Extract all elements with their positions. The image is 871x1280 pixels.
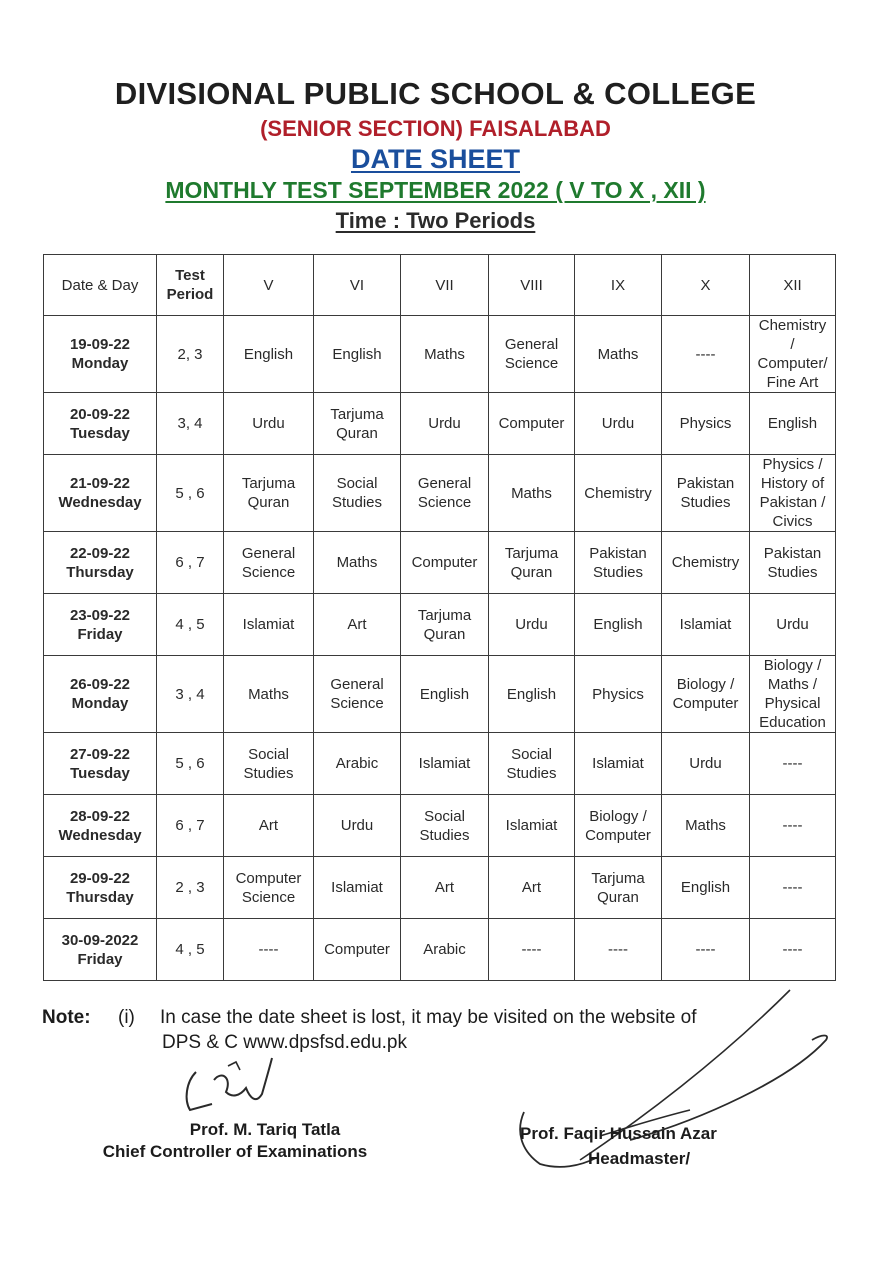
subject-cell (401, 594, 489, 656)
subject-cell (575, 656, 662, 733)
date-day-cell (44, 857, 157, 919)
subject-text: ---- (258, 941, 279, 958)
date-text: 29-09-22 (69, 869, 131, 887)
subject-text: Urdu (689, 755, 722, 772)
date-day-cell (44, 795, 157, 857)
column-header: V (224, 255, 314, 316)
subject-cell (662, 733, 750, 795)
test-period-cell: 3 , 4 (157, 656, 224, 733)
date-day-cell (44, 733, 157, 795)
day-text: Friday (77, 950, 123, 968)
column-header: IX (575, 255, 662, 316)
subject-cell (575, 919, 662, 981)
date-text: 20-09-22 (69, 405, 131, 423)
subject-cell (750, 393, 836, 455)
subject-text: Physics / History of Pakistan / Civics (759, 456, 826, 530)
subject-cell (750, 594, 836, 656)
subject-text: General Science (504, 336, 559, 372)
day-text: Monday (71, 695, 129, 712)
subject-cell (662, 316, 750, 393)
subject-text: Physics (679, 415, 732, 432)
subject-text: Chemistry / Computer/ Fine Art (757, 317, 828, 391)
subject-text: Tarjuma Quran (330, 405, 384, 442)
subject-cell (314, 656, 401, 733)
subject-text: Islamiat (242, 616, 295, 633)
subject-text: Islamiat (505, 817, 558, 834)
subject-text: Computer (411, 554, 478, 571)
date-day-cell (44, 919, 157, 981)
subject-text: Islamiat (679, 616, 732, 633)
subject-cell (662, 393, 750, 455)
subject-text: English (593, 616, 643, 633)
subject-cell (489, 316, 575, 393)
subject-cell (575, 393, 662, 455)
subject-text: Islamiat (418, 755, 471, 772)
subject-cell (314, 795, 401, 857)
subject-text: Pakistan Studies (589, 544, 647, 581)
test-period-cell: 5 , 6 (157, 455, 224, 532)
subject-text: Computer (324, 941, 390, 958)
subject-cell (224, 532, 314, 594)
table-row (44, 455, 836, 532)
subject-text: Pakistan Studies (676, 475, 735, 511)
subject-cell (489, 656, 575, 733)
subject-text: Tarjuma Quran (241, 475, 296, 511)
document-title: DATE SHEET (350, 144, 520, 174)
subject-cell (489, 733, 575, 795)
subject-cell (314, 919, 401, 981)
date-text: 26-09-22 (69, 676, 131, 693)
signature-left-mark (187, 1072, 212, 1110)
date-day-cell (44, 532, 157, 594)
date-text: 22-09-22 (69, 544, 131, 562)
day-text: Tuesday (70, 764, 130, 782)
subject-text: Arabic (335, 755, 379, 772)
subject-text: Art (347, 616, 367, 633)
subject-text: Chemistry (671, 554, 740, 571)
section-name: (SENIOR SECTION) FAISALABAD (260, 116, 611, 141)
subject-text: Computer (498, 415, 565, 432)
subject-text: Art (434, 879, 455, 896)
subject-cell (575, 733, 662, 795)
subject-cell (224, 857, 314, 919)
subject-text: General Science (330, 676, 384, 712)
subject-text: ---- (782, 755, 803, 772)
subject-text: General Science (241, 544, 296, 581)
signatory-right-name: Prof. Faqir Hussain Azar (520, 1124, 717, 1143)
date-text: 21-09-22 (69, 475, 131, 492)
subject-text: Urdu (252, 415, 285, 432)
subject-cell (224, 316, 314, 393)
column-header: X (662, 255, 750, 316)
subject-text: Maths (248, 685, 289, 703)
date-day-cell (44, 455, 157, 532)
table-row (44, 919, 836, 981)
signatory-left-name: Prof. M. Tariq Tatla (189, 1120, 341, 1139)
subject-cell (224, 795, 314, 857)
subject-text: Tarjuma Quran (504, 544, 559, 581)
test-period-cell: 2, 3 (157, 316, 224, 393)
subject-cell (489, 455, 575, 532)
date-day-cell (44, 594, 157, 656)
subject-cell (662, 532, 750, 594)
subject-cell (401, 393, 489, 455)
subject-cell (401, 656, 489, 733)
subject-text: Maths (511, 484, 552, 502)
signatory-right-title: Headmaster/ (588, 1149, 691, 1168)
subject-text: Urdu (428, 415, 461, 432)
subject-text: Maths (424, 345, 465, 363)
column-header: VI (314, 255, 401, 316)
subject-text: ---- (695, 941, 716, 958)
subject-text: English (680, 879, 731, 896)
day-text: Tuesday (70, 424, 130, 442)
subject-text: ---- (782, 941, 803, 958)
subject-text: Islamiat (592, 755, 644, 772)
subject-cell (401, 857, 489, 919)
subject-cell (489, 393, 575, 455)
subject-text: Urdu (340, 817, 374, 834)
date-text: 19-09-22 (69, 336, 131, 353)
subject-text: English (243, 345, 294, 363)
subject-cell (575, 795, 662, 857)
test-period-cell: 6 , 7 (157, 532, 224, 594)
subject-text: General Science (417, 475, 472, 511)
subject-cell (575, 594, 662, 656)
subject-cell (750, 532, 836, 594)
subject-cell (224, 393, 314, 455)
column-header: VIII (489, 255, 575, 316)
table-row (44, 393, 836, 455)
subject-cell (489, 795, 575, 857)
test-period-cell: 6 , 7 (157, 795, 224, 857)
subject-text: English (506, 685, 557, 703)
subject-text: English (332, 345, 382, 363)
day-text: Thursday (66, 563, 134, 581)
subject-text: Tarjuma Quran (417, 606, 472, 643)
subject-cell (662, 455, 750, 532)
subject-text: Maths (597, 345, 639, 363)
subject-cell (314, 733, 401, 795)
table-row (44, 316, 836, 393)
subject-text: Maths (336, 554, 378, 571)
test-period-cell: 2 , 3 (157, 857, 224, 919)
subject-text: Computer Science (235, 869, 302, 906)
day-text: Friday (77, 625, 123, 643)
day-text: Monday (71, 355, 129, 372)
note-number: (i) (118, 1007, 135, 1028)
subject-text: Arabic (423, 941, 466, 958)
table-row (44, 733, 836, 795)
subject-text: Maths (685, 817, 726, 834)
subject-cell (750, 455, 836, 532)
subject-text: Art (258, 817, 279, 834)
date-day-cell (44, 316, 157, 393)
subject-cell (662, 795, 750, 857)
time-line: Time : Two Periods (335, 208, 536, 233)
subject-cell (662, 594, 750, 656)
test-subtitle: MONTHLY TEST SEPTEMBER 2022 ( V TO X , XII ) (165, 177, 706, 203)
subject-cell (750, 656, 836, 733)
date-text: 30-09-2022 (61, 931, 139, 949)
subject-text: Social Studies (331, 475, 383, 511)
subject-text: Social Studies (243, 745, 294, 782)
table-row (44, 857, 836, 919)
subject-cell (662, 919, 750, 981)
subject-cell (662, 857, 750, 919)
date-text: 23-09-22 (69, 606, 131, 624)
subject-cell (314, 455, 401, 532)
date-text: 28-09-22 (69, 807, 131, 825)
subject-cell (401, 733, 489, 795)
subject-text: Islamiat (331, 879, 383, 896)
subject-cell (750, 733, 836, 795)
signature-left-scrawl (214, 1058, 272, 1099)
subject-text: Tarjuma Quran (591, 869, 645, 906)
day-text: Wednesday (58, 494, 142, 511)
subject-text: Biology / Computer (585, 807, 651, 844)
signatory-left-title: Chief Controller of Examinations (102, 1142, 368, 1161)
subject-cell (575, 532, 662, 594)
note-label: Note: (42, 1007, 91, 1028)
subject-cell (489, 532, 575, 594)
subject-text: Art (521, 879, 542, 896)
subject-cell (401, 795, 489, 857)
subject-text: Social Studies (419, 807, 470, 844)
subject-text: English (767, 415, 818, 432)
table-row (44, 795, 836, 857)
subject-cell (401, 455, 489, 532)
date-day-cell (44, 656, 157, 733)
column-header: XII (750, 255, 836, 316)
subject-text: Physics (592, 685, 644, 703)
signature-left-accent (228, 1062, 240, 1070)
subject-cell (750, 795, 836, 857)
day-text: Wednesday (58, 826, 142, 844)
test-period-cell: 5 , 6 (157, 733, 224, 795)
subject-text: Urdu (776, 616, 809, 633)
test-period-cell: 3, 4 (157, 393, 224, 455)
subject-text: Urdu (515, 616, 548, 633)
subject-text: Social Studies (506, 745, 557, 782)
subject-cell (575, 455, 662, 532)
subject-cell (314, 857, 401, 919)
subject-cell (575, 857, 662, 919)
test-period-cell: 4 , 5 (157, 594, 224, 656)
subject-cell (489, 594, 575, 656)
table-header-row (44, 255, 836, 316)
subject-text: ---- (782, 817, 803, 834)
subject-cell (314, 316, 401, 393)
subject-text: Urdu (601, 415, 635, 432)
subject-cell (314, 393, 401, 455)
table-row (44, 656, 836, 733)
subject-cell (224, 594, 314, 656)
subject-cell (401, 919, 489, 981)
column-header: VII (401, 255, 489, 316)
subject-cell (224, 656, 314, 733)
subject-text: Biology / Computer (672, 676, 739, 712)
subject-cell (750, 316, 836, 393)
subject-cell (489, 857, 575, 919)
subject-text: English (419, 685, 470, 703)
subject-cell (750, 857, 836, 919)
subject-cell (575, 316, 662, 393)
subject-text: ---- (782, 879, 803, 896)
note-text-line2: DPS & C www.dpsfsd.edu.pk (162, 1032, 407, 1053)
subject-text: Chemistry (584, 484, 652, 502)
subject-cell (662, 656, 750, 733)
subject-cell (224, 455, 314, 532)
subject-cell (224, 733, 314, 795)
note-text-line1: In case the date sheet is lost, it may be visited on the website of (160, 1007, 697, 1028)
table-row (44, 532, 836, 594)
subject-text: ---- (608, 941, 628, 958)
subject-cell (314, 532, 401, 594)
table-row (44, 594, 836, 656)
day-text: Thursday (66, 888, 134, 906)
date-sheet-table (43, 254, 836, 981)
subject-cell (224, 919, 314, 981)
subject-cell (401, 532, 489, 594)
column-header: Test Period (157, 255, 224, 316)
subject-text: Pakistan Studies (763, 544, 822, 581)
subject-text: ---- (695, 345, 716, 363)
subject-cell (750, 919, 836, 981)
school-name: DIVISIONAL PUBLIC SCHOOL & COLLEGE (114, 76, 757, 111)
subject-text: ---- (521, 941, 542, 958)
subject-text: Biology / Maths / Physical Education (759, 657, 826, 731)
date-day-cell (44, 393, 157, 455)
subject-cell (489, 919, 575, 981)
date-text: 27-09-22 (69, 745, 131, 763)
subject-cell (314, 594, 401, 656)
column-header: Date & Day (44, 255, 157, 316)
subject-cell (401, 316, 489, 393)
test-period-cell: 4 , 5 (157, 919, 224, 981)
